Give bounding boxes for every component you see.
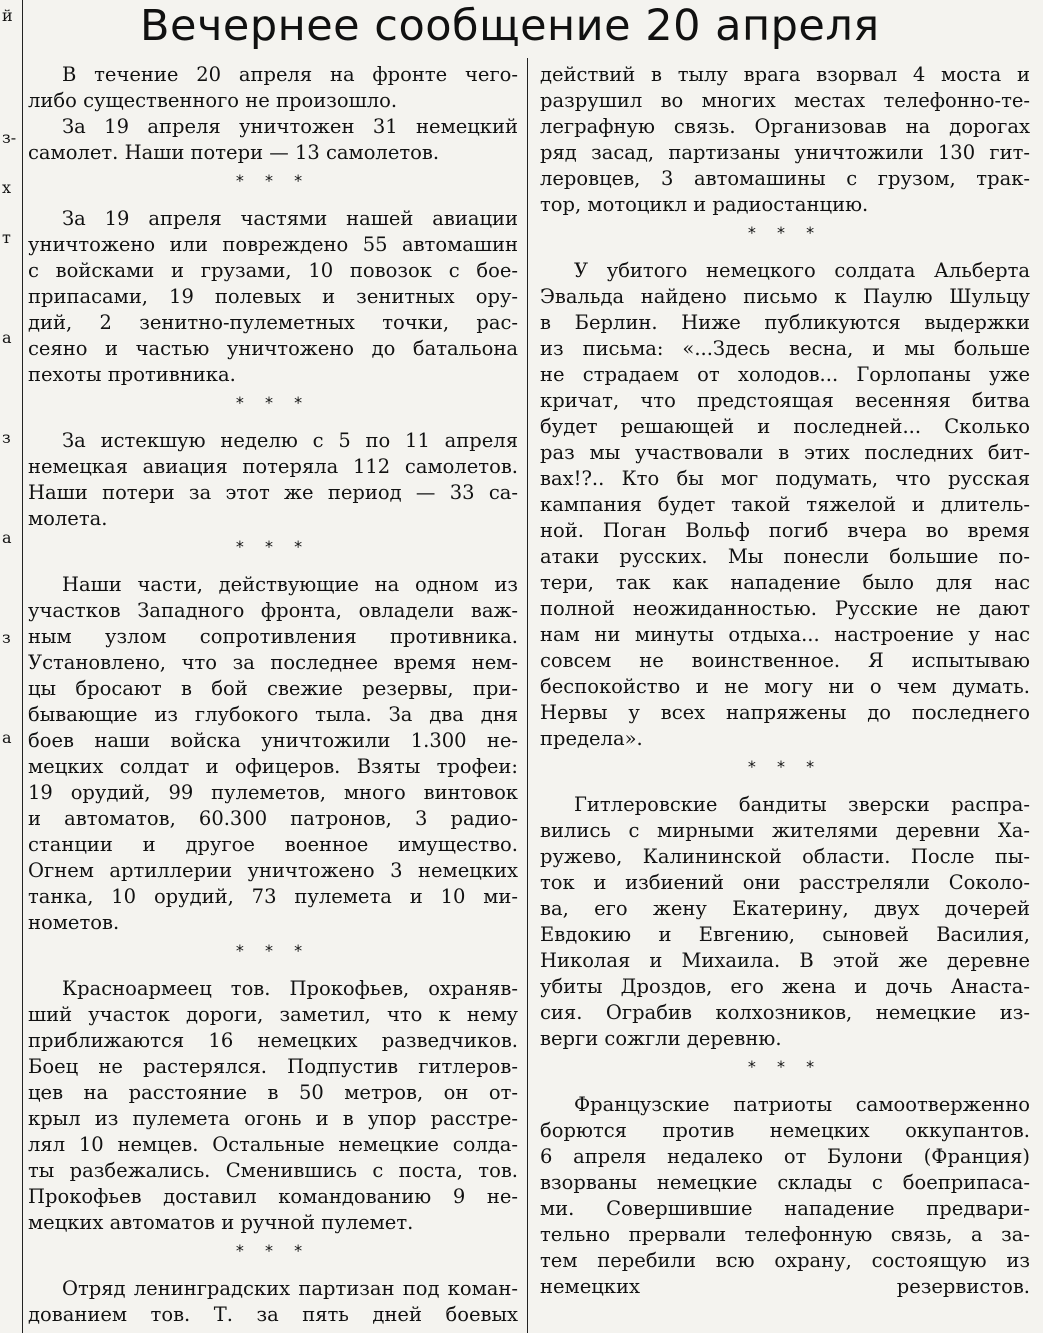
- text-line: разрушил во многих местах телефонно-те-: [540, 89, 1030, 112]
- article-paragraph: [540, 792, 1030, 1052]
- text-line: станции и другое военное имущество.: [28, 833, 518, 856]
- left-strip-fragment: з: [2, 628, 11, 647]
- section-separator: * * *: [747, 757, 823, 776]
- text-line: взорваны немецкие склады с боеприпаса-: [540, 1171, 1030, 1194]
- text-line: нам ни минуты отдыха... настроение у нас: [540, 623, 1030, 646]
- text-line: действий в тылу врага взорвал 4 моста и: [540, 63, 1030, 86]
- left-strip-fragment: а: [2, 728, 12, 747]
- text-line: 19 орудий, 99 пулеметов, много винтовок: [28, 781, 518, 804]
- text-line: Прокофьев доставил командованию 9 не-: [28, 1185, 518, 1208]
- text-line: ва, его жену Екатерину, двух дочерей: [540, 897, 1030, 920]
- text-line: танка, 10 орудий, 73 пулемета и 10 ми-: [28, 885, 518, 908]
- section-separator: * * *: [747, 1057, 823, 1076]
- text-line: немецких резервистов.: [540, 1275, 1030, 1298]
- text-line: молета.: [28, 507, 108, 530]
- text-line: и автоматов, 60.300 патронов, 3 радио-: [28, 807, 518, 830]
- text-line: леровцев, 3 автомашины с грузом, трак-: [540, 167, 1030, 190]
- text-line: За 19 апреля частями нашей авиации: [62, 207, 518, 230]
- left-strip-fragment: а: [2, 328, 12, 347]
- text-line: ми. Совершившие нападение предвари-: [540, 1197, 1030, 1220]
- text-line: верги сожгли деревню.: [540, 1027, 782, 1050]
- text-line: кампания будет такой тяжелой и длитель-: [540, 493, 1030, 516]
- text-line: Гитлеровские бандиты зверски распра-: [574, 793, 1030, 816]
- text-line: цы бросают в бой свежие резервы, при-: [28, 677, 518, 700]
- text-line: Евдокию и Евгению, сыновей Василия,: [540, 923, 1030, 946]
- section-separator: * * *: [235, 1241, 311, 1260]
- text-line: нометов.: [28, 911, 120, 934]
- text-line: Боец не растерялся. Подпустив гитлеров-: [28, 1055, 518, 1078]
- text-line: тор, мотоцикл и радиостанцию.: [540, 193, 869, 216]
- text-line: вились с мирными жителями деревни Ха-: [540, 819, 1030, 842]
- left-strip-fragment: з: [2, 428, 11, 447]
- text-line: из письма: «...Здесь весна, и мы больше: [540, 337, 1030, 360]
- text-line: леграфную связь. Организовав на дорогах: [540, 115, 1030, 138]
- text-line: с войсками и грузами, 10 повозок с бое-: [28, 259, 518, 282]
- article-paragraph: [28, 1276, 518, 1328]
- text-line: немецкая авиация потеряла 112 самолетов.: [28, 455, 518, 478]
- left-strip-fragment: а: [2, 528, 12, 547]
- section-separator: * * *: [235, 171, 311, 190]
- column-divider: [527, 58, 528, 1333]
- column-left: [28, 62, 518, 1333]
- text-line: не страдаем от холодов... Горлопаны уже: [540, 363, 1030, 386]
- text-line: атаки русских. Мы понесли большие по-: [540, 545, 1030, 568]
- text-line: ной. Поган Вольф погиб вчера во время: [540, 519, 1030, 542]
- article-paragraph: [540, 258, 1030, 752]
- text-line: Французские патриоты самоотверженно: [574, 1093, 1030, 1116]
- text-line: полной неожиданностью. Русские не дают: [540, 597, 1030, 620]
- text-line: За 19 апреля уничтожен 31 немецкий: [62, 115, 518, 138]
- text-line: Наши потери за этот же период — 33 са-: [28, 481, 518, 504]
- text-line: ружево, Калининской области. После пы-: [540, 845, 1030, 868]
- text-line: тери, так как нападение было для нас: [540, 571, 1030, 594]
- text-line: раз мы участвовали в этих последних бит-: [540, 441, 1030, 464]
- text-line: боев наши войска уничтожили 1.300 не-: [28, 729, 518, 752]
- section-separator: * * *: [235, 537, 311, 556]
- text-line: ток и избиений они расстреляли Соколо-: [540, 871, 1030, 894]
- section-separator: * * *: [747, 223, 823, 242]
- left-column-fragment: [0, 0, 23, 1333]
- text-line: лял 10 немцев. Остальные немецкие солда-: [28, 1133, 518, 1156]
- text-line: Красноармеец тов. Прокофьев, охраняв-: [62, 977, 518, 1000]
- text-line: в Берлин. Ниже публикуются выдержки: [540, 311, 1030, 334]
- article-paragraph: [28, 114, 518, 166]
- article-paragraph: [28, 572, 518, 936]
- text-line: Огнем артиллерии уничтожено 3 немецких: [28, 859, 518, 882]
- article-paragraph: [28, 976, 518, 1236]
- page-headline: Вечернее сообщение 20 апреля: [140, 1, 880, 51]
- text-line: ным узлом сопротивления противника.: [28, 625, 518, 648]
- text-line: предела».: [540, 727, 643, 750]
- text-line: дованием тов. Т. за пять дней боевых: [28, 1303, 518, 1326]
- column-right: [540, 62, 1030, 1333]
- article-paragraph: [540, 62, 1030, 218]
- left-strip-fragment: х: [2, 178, 12, 197]
- text-line: самолет. Наши потери — 13 самолетов.: [28, 141, 440, 164]
- text-line: Наши части, действующие на одном из: [62, 573, 518, 596]
- text-line: крыл из пулемета огонь и в упор расстре-: [28, 1107, 518, 1130]
- text-line: бывающие из глубокого тыла. За два дня: [28, 703, 518, 726]
- text-line: участков Западного фронта, овладели важ-: [28, 599, 518, 622]
- text-line: либо существенного не произошло.: [28, 89, 398, 112]
- text-line: уничтожено или повреждено 55 автомашин: [28, 233, 518, 256]
- text-line: убиты Дроздов, его жена и дочь Анаста-: [540, 975, 1030, 998]
- section-separator: * * *: [235, 941, 311, 960]
- left-strip-fragment: т: [2, 228, 11, 247]
- text-line: Установлено, что за последнее время нем-: [28, 651, 518, 674]
- article-paragraph: [28, 206, 518, 388]
- text-line: пехоты противника.: [28, 363, 236, 386]
- text-line: Эвальда найдено письмо к Паулю Шульцу: [540, 285, 1030, 308]
- text-line: сеяно и частью уничтожено до батальона: [28, 337, 518, 360]
- left-strip-fragment: й: [2, 6, 13, 25]
- text-line: вах!?.. Кто бы мог подумать, что русская: [540, 467, 1030, 490]
- text-line: В течение 20 апреля на фронте чего-: [62, 63, 518, 86]
- text-line: совсем не воинственное. Я испытываю: [540, 649, 1030, 672]
- text-line: цев на расстояние в 50 метров, он от-: [28, 1081, 518, 1104]
- text-line: 6 апреля недалеко от Булони (Франция): [540, 1145, 1030, 1168]
- text-line: дий, 2 зенитно-пулеметных точки, рас-: [28, 311, 518, 334]
- text-line: приближаются 16 немецких разведчиков.: [28, 1029, 518, 1052]
- left-strip-fragment: з-: [2, 128, 17, 147]
- text-line: беспокойство и не могу ни о чем думать.: [540, 675, 1030, 698]
- text-line: ты разбежались. Сменившись с поста, тов.: [28, 1159, 518, 1182]
- text-line: борются против немецких оккупантов.: [540, 1119, 1030, 1142]
- text-line: ший участок дороги, заметил, что к нему: [28, 1003, 518, 1026]
- text-line: мецких солдат и офицеров. Взяты трофеи:: [28, 755, 518, 778]
- text-line: Отряд ленинградских партизан под коман-: [62, 1277, 518, 1300]
- section-separator: * * *: [235, 393, 311, 412]
- text-line: сия. Ограбив колхозников, немецкие из-: [540, 1001, 1030, 1024]
- text-line: За истекшую неделю с 5 по 11 апреля: [62, 429, 518, 452]
- text-line: У убитого немецкого солдата Альберта: [574, 259, 1030, 282]
- text-line: мецких автоматов и ручной пулемет.: [28, 1211, 414, 1234]
- text-line: тем перебили всю охрану, состоящую из: [540, 1249, 1030, 1272]
- text-line: Нервы у всех напряжены до последнего: [540, 701, 1030, 724]
- article-paragraph: [540, 1092, 1030, 1300]
- text-line: тельно прервали телефонную связь, а за-: [540, 1223, 1030, 1246]
- article-paragraph: [28, 428, 518, 532]
- text-line: ряд засад, партизаны уничтожили 130 гит-: [540, 141, 1030, 164]
- text-line: кричат, что предстоящая весенняя битва: [540, 389, 1030, 412]
- text-line: Николая и Михаила. В этой же деревне: [540, 949, 1030, 972]
- text-line: будет решающей и последней... Сколько: [540, 415, 1030, 438]
- article-paragraph: [28, 62, 518, 114]
- text-line: припасами, 19 полевых и зенитных ору-: [28, 285, 518, 308]
